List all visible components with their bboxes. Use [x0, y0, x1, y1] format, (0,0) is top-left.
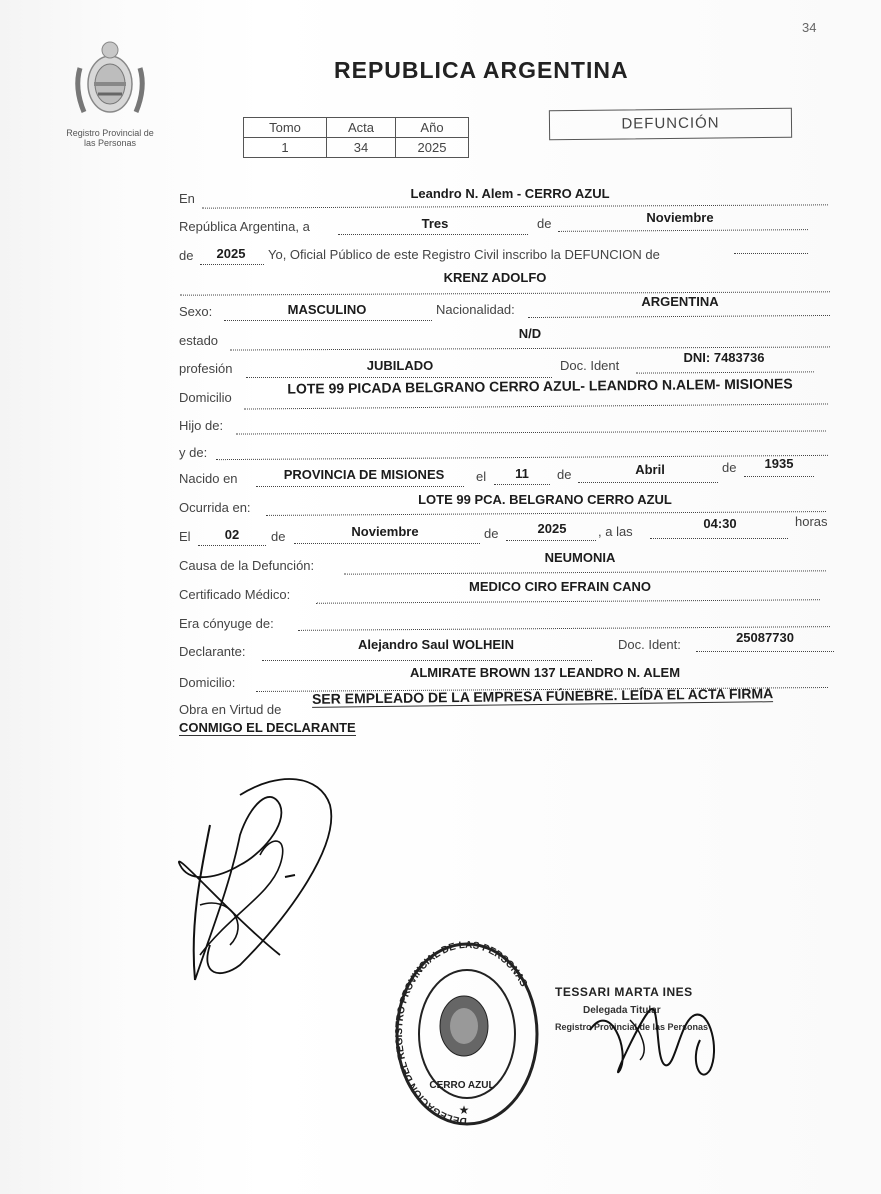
label-conyuge: Era cónyuge de:: [179, 616, 274, 631]
seal-place: CERRO AZUL: [429, 1080, 495, 1091]
line-oficial-end: [734, 253, 808, 254]
label-de-4: de: [722, 460, 737, 475]
value-estado: N/D: [518, 326, 542, 341]
value-nacido-en: PROVINCIA DE MISIONES: [283, 467, 445, 482]
label-el: el: [476, 469, 487, 484]
label-a-las: , a las: [598, 524, 633, 539]
value-obra-linea-2: CONMIGO EL DECLARANTE: [179, 720, 356, 735]
line-def-anio: [506, 540, 596, 541]
header-tomo: Tomo: [244, 118, 327, 138]
record-table-value-row: [244, 138, 469, 158]
line-anio: [200, 264, 264, 265]
label-sexo: Sexo:: [179, 304, 213, 319]
registry-line-1: Registro Provincial de: [66, 128, 154, 138]
value-nac-anio: 1935: [764, 456, 794, 471]
header-anio: Año: [396, 118, 469, 138]
line-declarante: [262, 660, 592, 661]
value-ocurrida-en: LOTE 99 PCA. BELGRANO CERRO AZUL: [418, 492, 672, 507]
line-hijo-de: [236, 430, 826, 434]
label-ocurrida-en: Ocurrida en:: [179, 500, 251, 515]
document-title: REPUBLICA ARGENTINA: [334, 57, 629, 83]
record-table-header-row: [244, 118, 469, 138]
value-declarante-domicilio: ALMIRATE BROWN 137 LEANDRO N. ALEM: [409, 665, 681, 680]
label-en: En: [179, 191, 195, 206]
declarant-signature: [170, 765, 350, 995]
label-horas: horas: [795, 514, 828, 529]
line-certificado: [316, 599, 820, 604]
label-de-3: de: [557, 467, 572, 482]
label-profesion: profesión: [179, 361, 233, 376]
value-hora: 04:30: [703, 516, 737, 531]
label-doc-ident-2: Doc. Ident:: [618, 637, 681, 652]
value-tomo: 1: [244, 138, 327, 158]
record-table: [243, 117, 469, 158]
value-anio: 2025: [396, 138, 469, 158]
label-y-de: y de:: [179, 445, 208, 460]
label-de-2: de: [179, 248, 194, 263]
label-declarante: Declarante:: [179, 644, 246, 659]
value-nacionalidad: ARGENTINA: [641, 294, 719, 309]
header-acta: Acta: [327, 118, 396, 138]
label-certificado: Certificado Médico:: [179, 587, 291, 602]
label-domicilio: Domicilio: [179, 390, 232, 405]
value-certificado: MEDICO CIRO EFRAIN CANO: [469, 579, 651, 594]
label-nacionalidad: Nacionalidad:: [436, 302, 515, 317]
label-obra: Obra en Virtud de: [179, 702, 282, 717]
line-dni: [636, 371, 814, 373]
line-def-dia: [198, 545, 266, 546]
line-hora: [650, 538, 788, 539]
value-causa: NEUMONIA: [544, 550, 616, 565]
line-lugar: [202, 204, 828, 208]
line-dia: [338, 234, 528, 235]
label-estado: estado: [179, 333, 219, 348]
value-nac-mes: Abril: [635, 462, 665, 477]
value-anio: 2025: [216, 246, 246, 261]
line-def-mes: [294, 543, 480, 544]
line-causa: [344, 570, 826, 574]
official-role: Delegada Titular: [583, 1005, 661, 1016]
value-declarante-doc: 25087730: [736, 630, 794, 645]
value-obra-linea-1: SER EMPLEADO DE LA EMPRESA FÚNEBRE. LEÍDA EL ACTA FIRMA: [311, 685, 774, 707]
line-nac-dia: [494, 484, 550, 485]
value-mes: Noviembre: [646, 210, 714, 225]
label-oficial: Yo, Oficial Público de este Registro Civil inscribo la DEFUNCION de: [268, 247, 660, 262]
page-number: 34: [802, 20, 817, 35]
label-el-2: El: [179, 529, 191, 544]
label-causa: Causa de la Defunción:: [179, 558, 315, 573]
value-lugar: Leandro N. Alem - CERRO AZUL: [410, 186, 610, 201]
value-profesion: JUBILADO: [366, 358, 434, 373]
value-acta: 34: [327, 138, 396, 158]
label-de-1: de: [537, 216, 552, 231]
line-nacionalidad: [528, 315, 830, 318]
line-nac-anio: [744, 476, 814, 477]
provincial-crest-icon: [70, 38, 150, 126]
value-dni: DNI: 7483736: [683, 350, 765, 365]
label-doc-ident: Doc. Ident: [560, 358, 620, 373]
line-nac-mes: [578, 482, 718, 483]
label-nacido-en: Nacido en: [179, 471, 238, 486]
label-domicilio-2: Domicilio:: [179, 675, 236, 690]
value-domicilio: LOTE 99 PICADA BELGRANO CERRO AZUL- LEANDRO N.ALEM- MISIONES: [287, 375, 793, 397]
registry-name: [50, 128, 170, 148]
label-de-5: de: [271, 529, 286, 544]
value-nac-dia: 11: [515, 466, 529, 481]
value-def-anio: 2025: [537, 521, 567, 536]
line-sexo: [224, 320, 432, 321]
value-def-mes: Noviembre: [351, 524, 419, 539]
value-declarante: Alejandro Saul WOLHEIN: [357, 637, 514, 652]
official-name: TESSARI MARTA INES: [555, 985, 693, 999]
record-type-box: DEFUNCIÓN: [549, 108, 792, 141]
value-sexo: MASCULINO: [287, 302, 367, 317]
official-office: Registro Provincial de las Personas: [555, 1022, 709, 1032]
line-mes: [558, 229, 808, 232]
seal-text: DELEGACION DEL REGISTRO PROVINCIAL DE LAS PERSONAS: [394, 939, 529, 1127]
label-hijo-de: Hijo de:: [179, 418, 224, 433]
registry-line-2: las Personas: [83, 138, 137, 148]
line-nacido-en: [256, 486, 464, 487]
label-republica: República Argentina, a: [179, 219, 310, 234]
value-dia-letras: Tres: [421, 216, 449, 231]
seal-star-icon: ★: [458, 1103, 470, 1117]
registry-seal: [392, 938, 542, 1133]
value-nombre: KRENZ ADOLFO: [443, 270, 547, 285]
line-domicilio: [244, 403, 828, 409]
official-signature: [580, 990, 730, 1085]
label-de-6: de: [484, 526, 499, 541]
line-declarante-doc: [696, 651, 834, 652]
value-def-dia: 02: [224, 527, 240, 542]
